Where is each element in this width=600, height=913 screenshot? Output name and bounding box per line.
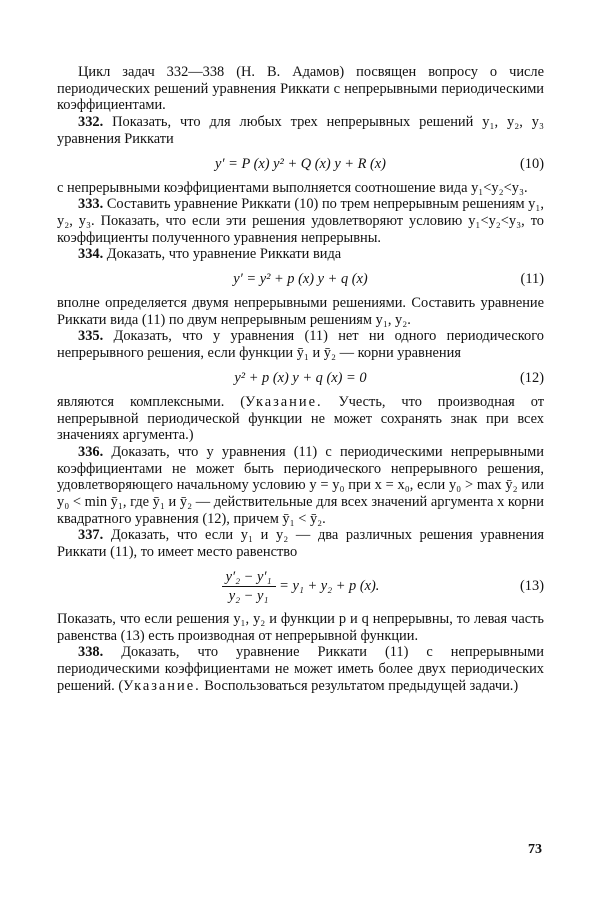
continuation-text: являются комплексными. ( [57, 393, 246, 410]
problem-text: Доказать, что уравнение Риккати вида [106, 246, 342, 263]
page-number: 73 [528, 842, 542, 857]
equation-13 [57, 561, 544, 611]
equation-rhs: = y₁ + y₂ + p (x). [275, 577, 380, 594]
problem-text: Доказать, что у уравнения (11) нет ни одного периодического непрерывного решения, если функции ȳ₁ и ȳ₂ — корни уравнения [57, 328, 544, 362]
equation-expression [57, 561, 544, 611]
problem-334-continuation: вполне определяется двумя непрерывными решениями. Составить уравнение Риккати вида (11) по двум непрерывным решениям y₁, y₂. [57, 295, 544, 328]
hint-text: Учесть, что производная от непрерывной периодической функции не может сохранять знак при всех значениях аргумента.) [57, 393, 544, 444]
fraction-denominator: y₂ − y₁ [228, 588, 269, 605]
hint-label: Указание. [123, 677, 201, 694]
problem-335 [57, 328, 544, 361]
equation-11 [57, 263, 544, 295]
hint-label: Указание. [245, 393, 323, 410]
intro-paragraph: Цикл задач 332—338 (Н. В. Адамов) посвящен вопросу о числе периодических решений уравнения Риккати с непрерывными периодическими коэффициентами. [57, 64, 544, 114]
equation-number: (11) [520, 271, 544, 288]
problem-number: 338. [78, 644, 104, 661]
equation-number: (13) [520, 577, 544, 594]
problem-text: Доказать, что если y₁ и y₂ — два различных решения уравнения Риккати (11), то имеет место равенство [57, 527, 544, 561]
hint-text: Воспользоваться результатом предыдущей задачи.) [200, 677, 519, 694]
problem-number: 335. [78, 328, 104, 345]
problem-332 [57, 114, 544, 147]
problem-text: Доказать, что уравнение Риккати (11) с непрерывными периодическими коэффициентами не может иметь более двух периодических решений. ( [57, 644, 544, 694]
problem-number: 332. [78, 114, 104, 131]
problem-text: Составить уравнение Риккати (10) по трем непрерывным решениям y₁, y₂, y₃. Показать, что если эти решения удовлетворяют условию y₁<y₂<y₃, то коэффициенты полученного уравнения непрерывны. [57, 196, 544, 246]
problem-333 [57, 196, 544, 246]
problem-number: 336. [78, 443, 104, 460]
fraction-numerator: y′₂ − y′₁ [222, 568, 276, 587]
problem-338 [57, 644, 544, 694]
equation-expression: y′ = y² + p (x) y + q (x) [233, 271, 368, 288]
equation-expression: y′ = P (x) y² + Q (x) y + R (x) [215, 155, 386, 172]
fraction [222, 568, 276, 605]
equation-expression: y² + p (x) y + q (x) = 0 [234, 369, 367, 386]
problem-337 [57, 527, 544, 560]
equation-number: (10) [520, 155, 544, 172]
problem-332-continuation: с непрерывными коэффициентами выполняется соотношение вида y₁<y₂<y₃. [57, 179, 528, 196]
problem-text: Показать, что для любых трех непрерывных решений y₁, y₂, y₃ уравнения Риккати [57, 114, 544, 147]
equation-12 [57, 362, 544, 394]
problem-337-continuation: Показать, что если решения y₁, y₂ и функции p и q непрерывны, то левая часть равенства (13) есть производная от непрерывной функции. [57, 610, 544, 644]
problem-number: 333. [78, 196, 104, 213]
equation-10 [57, 148, 544, 180]
problem-334 [57, 246, 544, 263]
problem-336 [57, 444, 544, 528]
text-body [57, 64, 544, 694]
equation-number: (12) [520, 369, 544, 386]
problem-335-continuation [57, 394, 544, 444]
problem-text: Доказать, что у уравнения (11) с периодическими непрерывными коэффициентами не может быть периодического непрерывного решения, удовлетворяющего начальному условию y = y₀ при x = x₀, если y₀ > max ȳ₂ или y₀ < min ȳ₁, где ȳ₁ и ȳ₂ — действительные для всех значений аргумента x корни квадратного уравнения (12), причем ȳ₁ < ȳ₂. [57, 443, 544, 527]
problem-number: 334. [78, 246, 104, 263]
problem-number: 337. [78, 527, 104, 544]
